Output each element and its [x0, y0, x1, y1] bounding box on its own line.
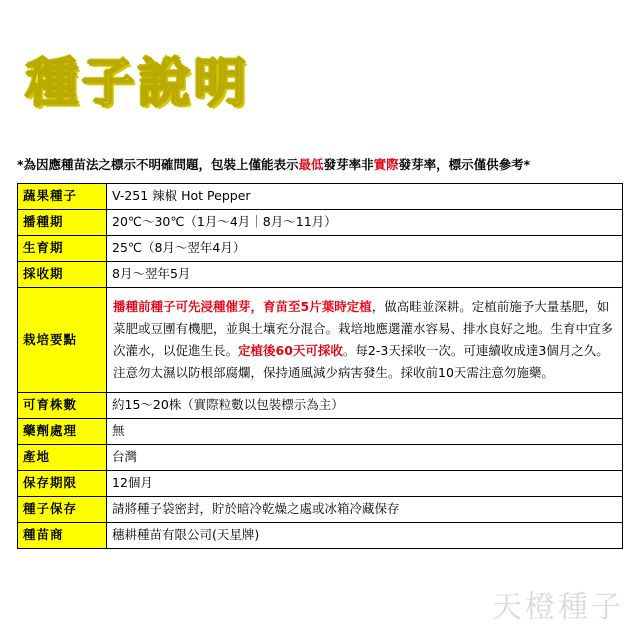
row-label-storage: 種子保存 — [18, 496, 107, 522]
table-row — [18, 210, 623, 236]
notice-suffix: 發芽率，標示僅供參考* — [398, 157, 531, 172]
row-value-supplier: 穗耕種苗有限公司(天星牌) — [107, 522, 623, 548]
table-row — [18, 262, 623, 288]
page-title-wrap — [26, 53, 251, 114]
row-label-harvest-period: 採收期 — [18, 262, 107, 288]
watermark: 天橙種子 — [492, 590, 624, 625]
row-value-storage: 請將種子袋密封，貯於暗冷乾燥之處或冰箱冷藏保存 — [107, 496, 623, 522]
notice-prefix: *為因應種苗法之標示不明確問題，包裝上僅能表示 — [17, 157, 299, 172]
page-title: 種子說明 — [26, 53, 251, 114]
table-row — [18, 392, 623, 418]
table-row — [18, 236, 623, 262]
row-label-chemical-treatment: 藥劑處理 — [18, 418, 107, 444]
row-value-chemical-treatment: 無 — [107, 418, 623, 444]
keypoints-emphasis-1: 播種前種子可先浸種催芽，育苗至5片葉時定植 — [113, 299, 372, 314]
row-label-origin: 產地 — [18, 444, 107, 470]
table-row — [18, 418, 623, 444]
seed-info-table — [17, 183, 623, 549]
keypoints-emphasis-2: 定植後60天可採收 — [238, 342, 343, 358]
table-row-keypoints — [18, 288, 623, 393]
row-value-plant-count: 約15～20株（實際粒數以包裝標示為主） — [107, 392, 623, 418]
row-label-shelf-life: 保存期限 — [18, 470, 107, 496]
row-value-shelf-life: 12個月 — [107, 470, 623, 496]
row-value-seed: V-251 辣椒 Hot Pepper — [107, 184, 623, 210]
table-row — [18, 470, 623, 496]
table-row — [18, 522, 623, 548]
row-label-sowing-period: 播種期 — [18, 210, 107, 236]
row-label-growth-period: 生育期 — [18, 236, 107, 262]
row-value-growth-period: 25℃（8月～翌年4月） — [107, 236, 623, 262]
notice-text — [17, 155, 530, 173]
row-label-keypoints: 栽培要點 — [18, 288, 107, 393]
keypoints-text-2: 。每2-3天採收一次。可連續收成達3個月之久。注意勿太濕以防根部腐爛，保持通風減少病害發生。採收前10天需注意勿施藥。 — [113, 342, 609, 380]
row-value-sowing-period: 20℃～30℃（1月～4月｜8月～11月） — [107, 210, 623, 236]
table-row — [18, 444, 623, 470]
notice-highlight-minimum: 最低 — [298, 157, 324, 172]
row-label-supplier: 種苗商 — [18, 522, 107, 548]
table-row — [18, 496, 623, 522]
row-label-plant-count: 可育株數 — [18, 392, 107, 418]
row-value-harvest-period: 8月～翌年5月 — [107, 262, 623, 288]
row-value-origin: 台灣 — [107, 444, 623, 470]
keypoints-text-1: ，做高畦並深耕。定植前施予大量基肥，如菜肥或豆圑有機肥，並與土壤充分混合。栽培地應選灌水容易、排水良好之地。生育中宜多次灌水，以促進生長。 — [113, 299, 614, 358]
notice-highlight-actual: 實際 — [373, 157, 399, 172]
row-label-seed: 蔬果種子 — [18, 184, 107, 210]
table-row — [18, 184, 623, 210]
row-value-keypoints — [107, 288, 623, 393]
notice-middle: 發芽率非 — [323, 157, 374, 172]
